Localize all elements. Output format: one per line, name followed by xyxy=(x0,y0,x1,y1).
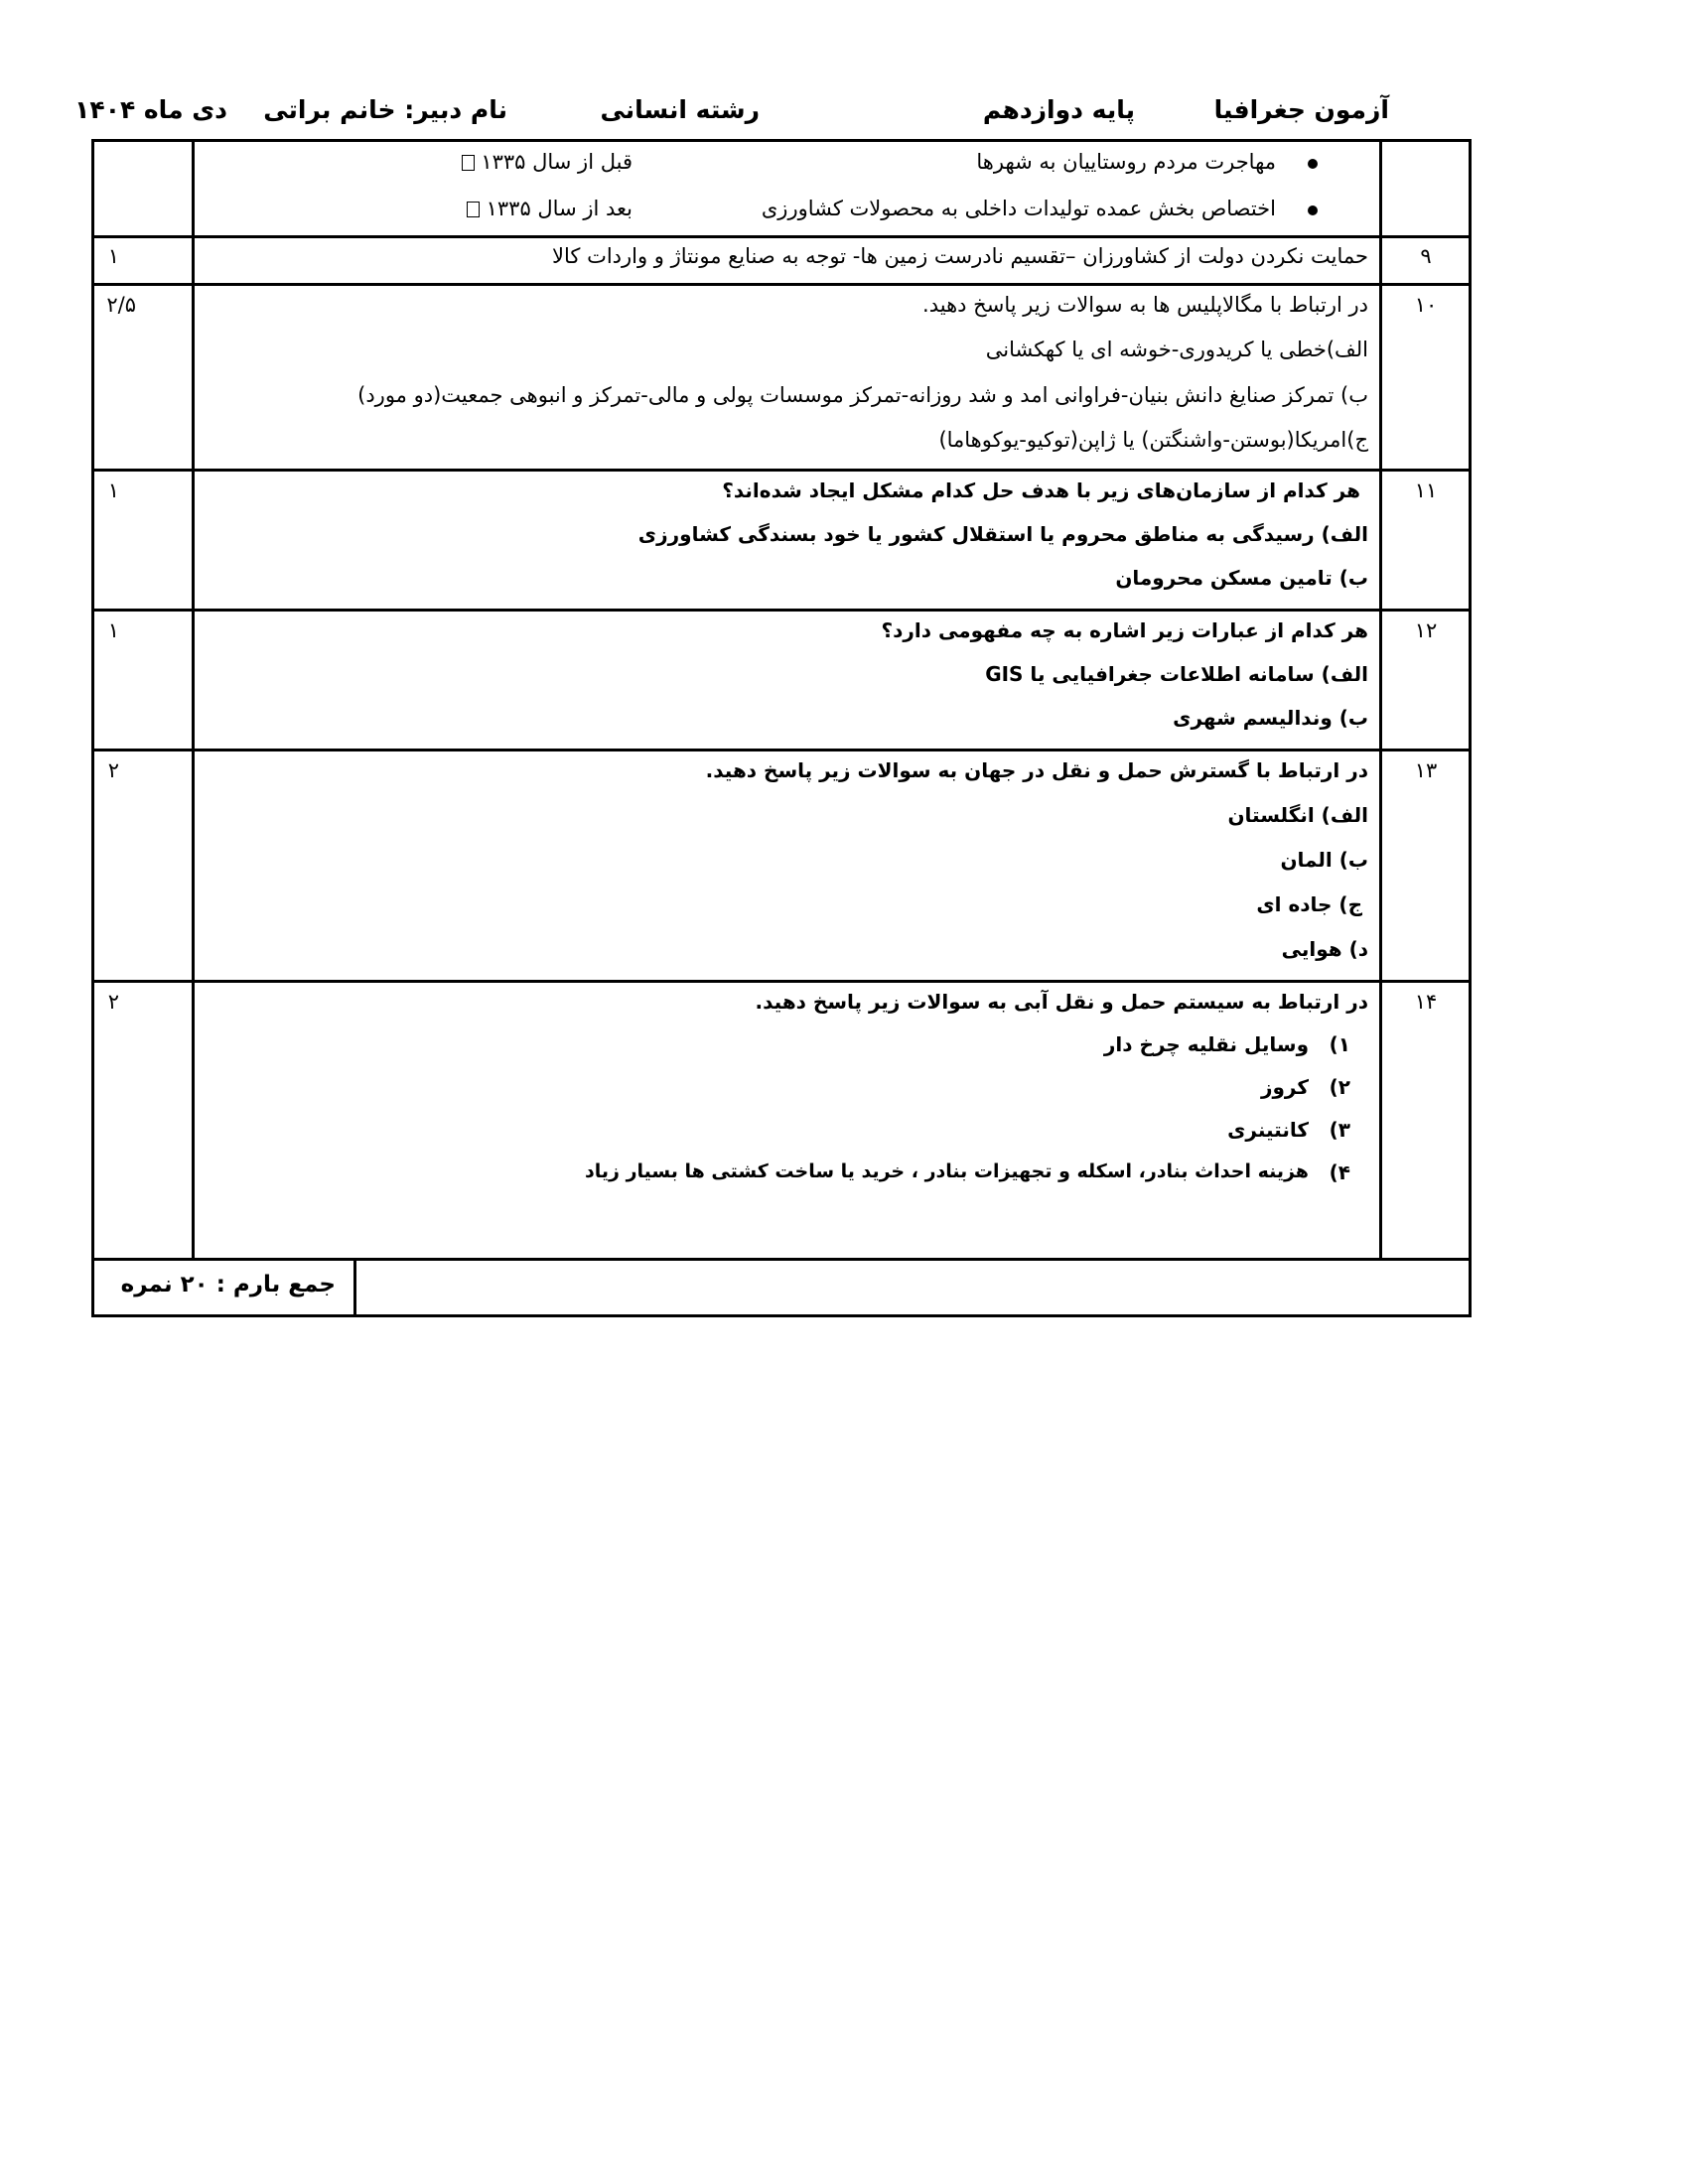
answer-line: مهاجرت مردم روستاییان به شهرها xyxy=(976,150,1276,174)
question-number: ۱۴ xyxy=(1414,990,1438,1014)
question-number: ۱۲ xyxy=(1414,618,1438,642)
question-number: ۹ xyxy=(1420,244,1432,268)
table-border-bottom xyxy=(92,1314,1471,1317)
answer-line: ج) جاده ای xyxy=(1256,892,1362,916)
exam-title: آزمون جغرافیا xyxy=(1213,95,1389,124)
list-item-text: کانتینری xyxy=(1227,1118,1309,1142)
question-score: ۲ xyxy=(107,758,119,782)
option-label: بعد از سال ۱۳۳۵ xyxy=(486,197,633,220)
table-border-left xyxy=(91,139,94,1317)
question-score: ۲ xyxy=(107,990,119,1014)
row-divider xyxy=(92,283,1471,286)
answer-line: ج)امریکا(بوستن-واشنگتن) یا ژاپن(توکیو-یوکوهاما) xyxy=(938,428,1368,452)
question-line: هر کدام از عبارات زیر اشاره به چه مفهومی دارد؟ xyxy=(881,618,1368,642)
row-divider xyxy=(92,749,1471,751)
row-divider xyxy=(92,609,1471,612)
question-score: ۲/۵ xyxy=(106,293,136,317)
option-before-1335 xyxy=(456,150,633,174)
field-label: رشته انسانی xyxy=(600,95,760,124)
question-score: ۱ xyxy=(107,478,119,502)
question-line: در ارتباط با مگالاپلیس ها به سوالات زیر پاسخ دهید. xyxy=(922,293,1368,317)
total-cell-divider xyxy=(353,1258,356,1317)
answer-line: الف)خطی یا کریدوری-خوشه ای یا کهکشانی xyxy=(985,338,1368,361)
row-divider xyxy=(92,980,1471,983)
answer-line: د) هوایی xyxy=(1281,937,1368,961)
list-item-text: هزینه احداث بنادر، اسکله و تجهیزات بنادر ، خرید یا ساخت کشتی ها بسیار زیاد xyxy=(585,1160,1309,1182)
answer-line: حمایت نکردن دولت از کشاورزان –تقسیم نادرست زمین ها- توجه به صنایع مونتاژ و واردات کالا xyxy=(552,244,1368,268)
question-number: ۱۳ xyxy=(1414,758,1438,782)
row-divider xyxy=(92,235,1471,238)
answer-line: الف) رسیدگی به مناطق محروم یا استقلال کشور یا خود بسندگی کشاورزی xyxy=(637,522,1368,546)
grade-label: پایه دوازدهم xyxy=(982,95,1135,124)
answer-line: ب) المان xyxy=(1280,848,1368,872)
teacher-label: نام دبیر: خانم براتی xyxy=(263,95,507,124)
answer-line: اختصاص بخش عمده تولیدات داخلی به محصولات کشاورزی xyxy=(761,197,1276,220)
option-after-1335 xyxy=(461,197,633,220)
bullet-icon xyxy=(1308,159,1318,169)
answer-line: ب) وندالیسم شهری xyxy=(1173,706,1368,730)
list-item-marker: ۳) xyxy=(1329,1118,1350,1142)
question-line: در ارتباط با گسترش حمل و نقل در جهان به سوالات زیر پاسخ دهید. xyxy=(705,758,1368,782)
list-item-text: کروز xyxy=(1260,1075,1309,1099)
question-score: ۱ xyxy=(107,618,119,642)
checkbox-icon xyxy=(467,202,480,217)
score-column-divider xyxy=(192,139,195,1259)
question-score: ۱ xyxy=(107,244,119,268)
option-label: قبل از سال ۱۳۳۵ xyxy=(481,150,633,174)
answer-line: ب) تامین مسکن محرومان xyxy=(1115,566,1368,590)
list-item-text: وسایل نقلیه چرخ دار xyxy=(1103,1032,1309,1056)
checkbox-icon xyxy=(462,155,475,171)
list-item-marker: ۴) xyxy=(1329,1160,1350,1184)
answer-line: الف) انگلستان xyxy=(1227,803,1368,827)
row-divider xyxy=(92,469,1471,472)
row-divider xyxy=(92,1258,1471,1261)
date-label: دی ماه ۱۴۰۴ xyxy=(74,95,227,124)
bullet-icon xyxy=(1308,205,1318,215)
answer-line: ب) تمرکز صنایغ دانش بنیان-فراوانی امد و شد روزانه-تمرکز موسسات پولی و مالی-تمرکز و انبوهی جمعیت(دو مورد) xyxy=(357,383,1368,407)
question-number: ۱۰ xyxy=(1414,293,1438,317)
list-item-marker: ۱) xyxy=(1329,1032,1350,1056)
answer-line: الف) سامانه اطلاعات جغرافیایی یا GIS xyxy=(985,662,1368,686)
table-border-top xyxy=(92,139,1471,142)
total-score-label: جمع بارم : ۲۰ نمره xyxy=(120,1272,336,1297)
question-line: در ارتباط به سیستم حمل و نقل آبی به سوالات زیر پاسخ دهید. xyxy=(755,990,1368,1014)
question-line: هر کدام از سازمان‌های زیر با هدف حل کدام مشکل ایجاد شده‌اند؟ xyxy=(722,478,1360,502)
list-item-marker: ۲) xyxy=(1329,1075,1350,1099)
question-number: ۱۱ xyxy=(1414,478,1438,502)
